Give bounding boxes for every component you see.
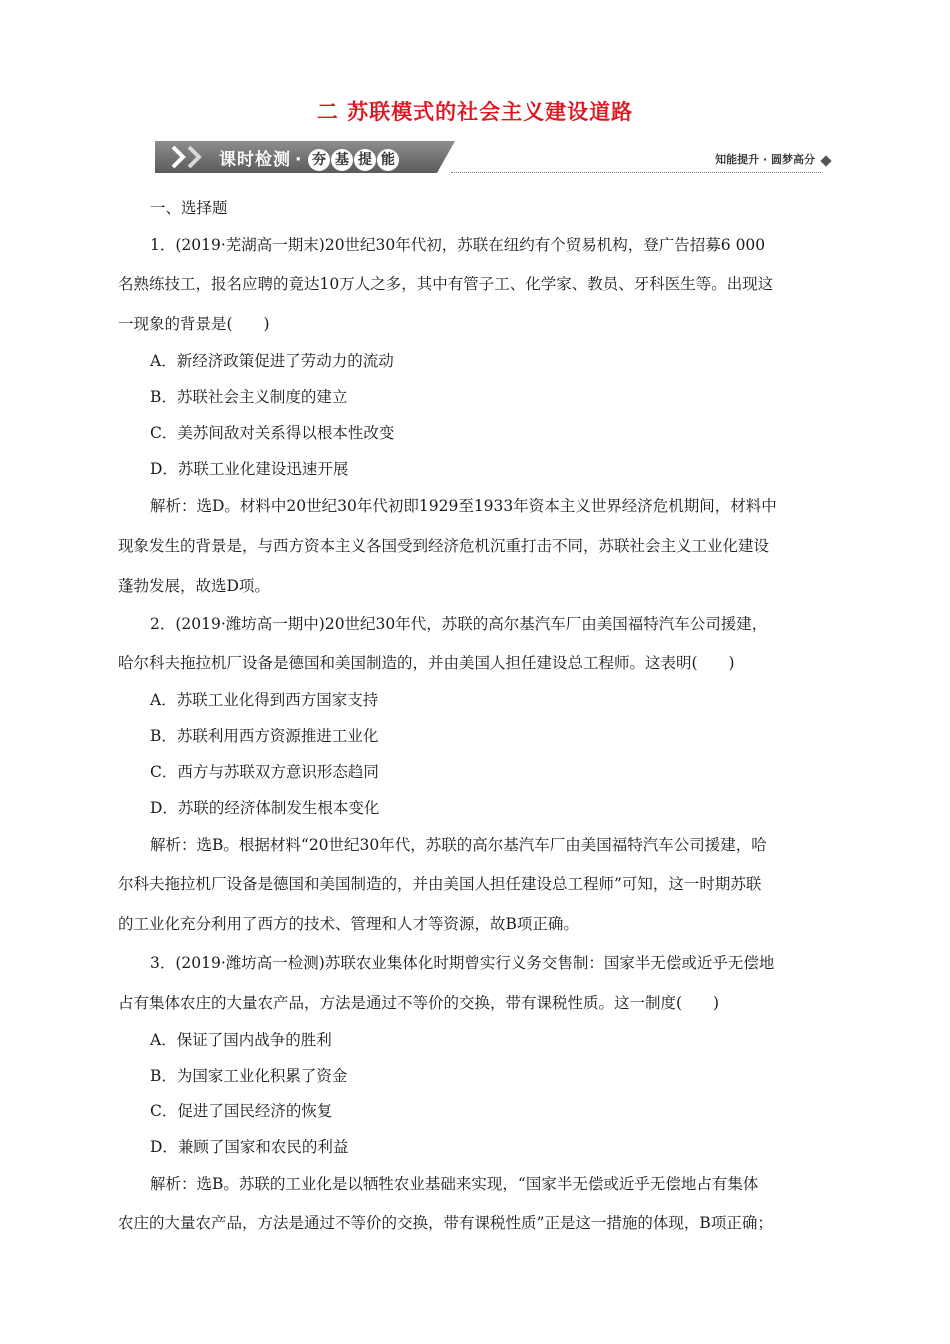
page-title: 二 苏联模式的社会主义建设道路 bbox=[316, 100, 634, 124]
banner-left-text: 课时检测 bbox=[219, 150, 291, 170]
analysis-line: 蓬勃发展，故选D项。 bbox=[118, 577, 270, 595]
question-stem-line: 3．(2019·潍坊高一检测)苏联农业集体化时期曾实行义务交售制：国家半无偿或近乎无偿地 bbox=[150, 954, 775, 972]
question-stem-line: 名熟练技工，报名应聘的竟达10万人之多，其中有管子工、化学家、教员、牙科医生等。出现这 bbox=[118, 275, 774, 293]
section-heading: 一、选择题 bbox=[150, 199, 228, 217]
banner-pill: 基 bbox=[331, 149, 353, 171]
diamond-icon bbox=[820, 155, 831, 166]
analysis-line: 解析：选D。材料中20世纪30年代初即1929至1933年资本主义世界经济危机期间，材料中 bbox=[150, 497, 777, 515]
option-d: D．苏联工业化建设迅速开展 bbox=[150, 460, 349, 478]
option-c: C．促进了国民经济的恢复 bbox=[150, 1102, 333, 1120]
question-stem-line: 占有集体农庄的大量农产品，方法是通过不等价的交换，带有课税性质。这一制度( ) bbox=[118, 994, 720, 1012]
option-c: C．美苏间敌对关系得以根本性改变 bbox=[150, 424, 395, 442]
question-stem-line: 哈尔科夫拖拉机厂设备是德国和美国制造的，并由美国人担任建设总工程师。这表明( ) bbox=[118, 654, 735, 672]
analysis-line: 尔科夫拖拉机厂设备是德国和美国制造的，并由美国人担任建设总工程师”可知，这一时期苏联 bbox=[118, 875, 762, 893]
option-d: D．兼顾了国家和农民的利益 bbox=[150, 1138, 349, 1156]
chevron-right-icon bbox=[185, 145, 205, 169]
option-b: B．苏联利用西方资源推进工业化 bbox=[150, 727, 379, 745]
analysis-line: 解析：选B。苏联的工业化是以牺牲农业基础来实现，“国家半无偿或近乎无偿地占有集体 bbox=[150, 1175, 759, 1193]
option-a: A．新经济政策促进了劳动力的流动 bbox=[150, 352, 394, 370]
banner-right-text: 知能提升 · 圆梦高分 bbox=[715, 153, 815, 166]
section-banner bbox=[155, 141, 835, 177]
analysis-line: 农庄的大量农产品，方法是通过不等价的交换，带有课税性质”正是这一措施的体现，B项正确； bbox=[118, 1214, 773, 1232]
banner-pills bbox=[308, 149, 400, 171]
banner-pill: 提 bbox=[354, 149, 376, 171]
option-b: B．苏联社会主义制度的建立 bbox=[150, 388, 348, 406]
banner-dot: · bbox=[295, 150, 303, 170]
analysis-line: 现象发生的背景是，与西方资本主义各国受到经济危机沉重打击不同，苏联社会主义工业化建设 bbox=[118, 537, 770, 555]
analysis-line: 的工业化充分利用了西方的技术、管理和人才等资源，故B项正确。 bbox=[118, 915, 579, 933]
question-stem-line: 1．(2019·芜湖高一期末)20世纪30年代初，苏联在纽约有个贸易机构，登广告招募6 000 bbox=[150, 236, 766, 254]
banner-label bbox=[219, 145, 400, 171]
banner-dotted-line bbox=[451, 172, 821, 173]
option-d: D．苏联的经济体制发生根本变化 bbox=[150, 799, 380, 817]
option-b: B．为国家工业化积累了资金 bbox=[150, 1067, 348, 1085]
banner-pill: 夯 bbox=[308, 149, 330, 171]
option-a: A．苏联工业化得到西方国家支持 bbox=[150, 691, 379, 709]
question-stem-line: 一现象的背景是( ) bbox=[118, 315, 270, 333]
option-c: C．西方与苏联双方意识形态趋同 bbox=[150, 763, 379, 781]
option-a: A．保证了国内战争的胜利 bbox=[150, 1031, 332, 1049]
analysis-line: 解析：选B。根据材料“20世纪30年代，苏联的高尔基汽车厂由美国福特汽车公司援建，哈 bbox=[150, 836, 767, 854]
question-stem-line: 2．(2019·潍坊高一期中)20世纪30年代，苏联的高尔基汽车厂由美国福特汽车公司援建， bbox=[150, 615, 768, 633]
banner-pill: 能 bbox=[377, 149, 399, 171]
